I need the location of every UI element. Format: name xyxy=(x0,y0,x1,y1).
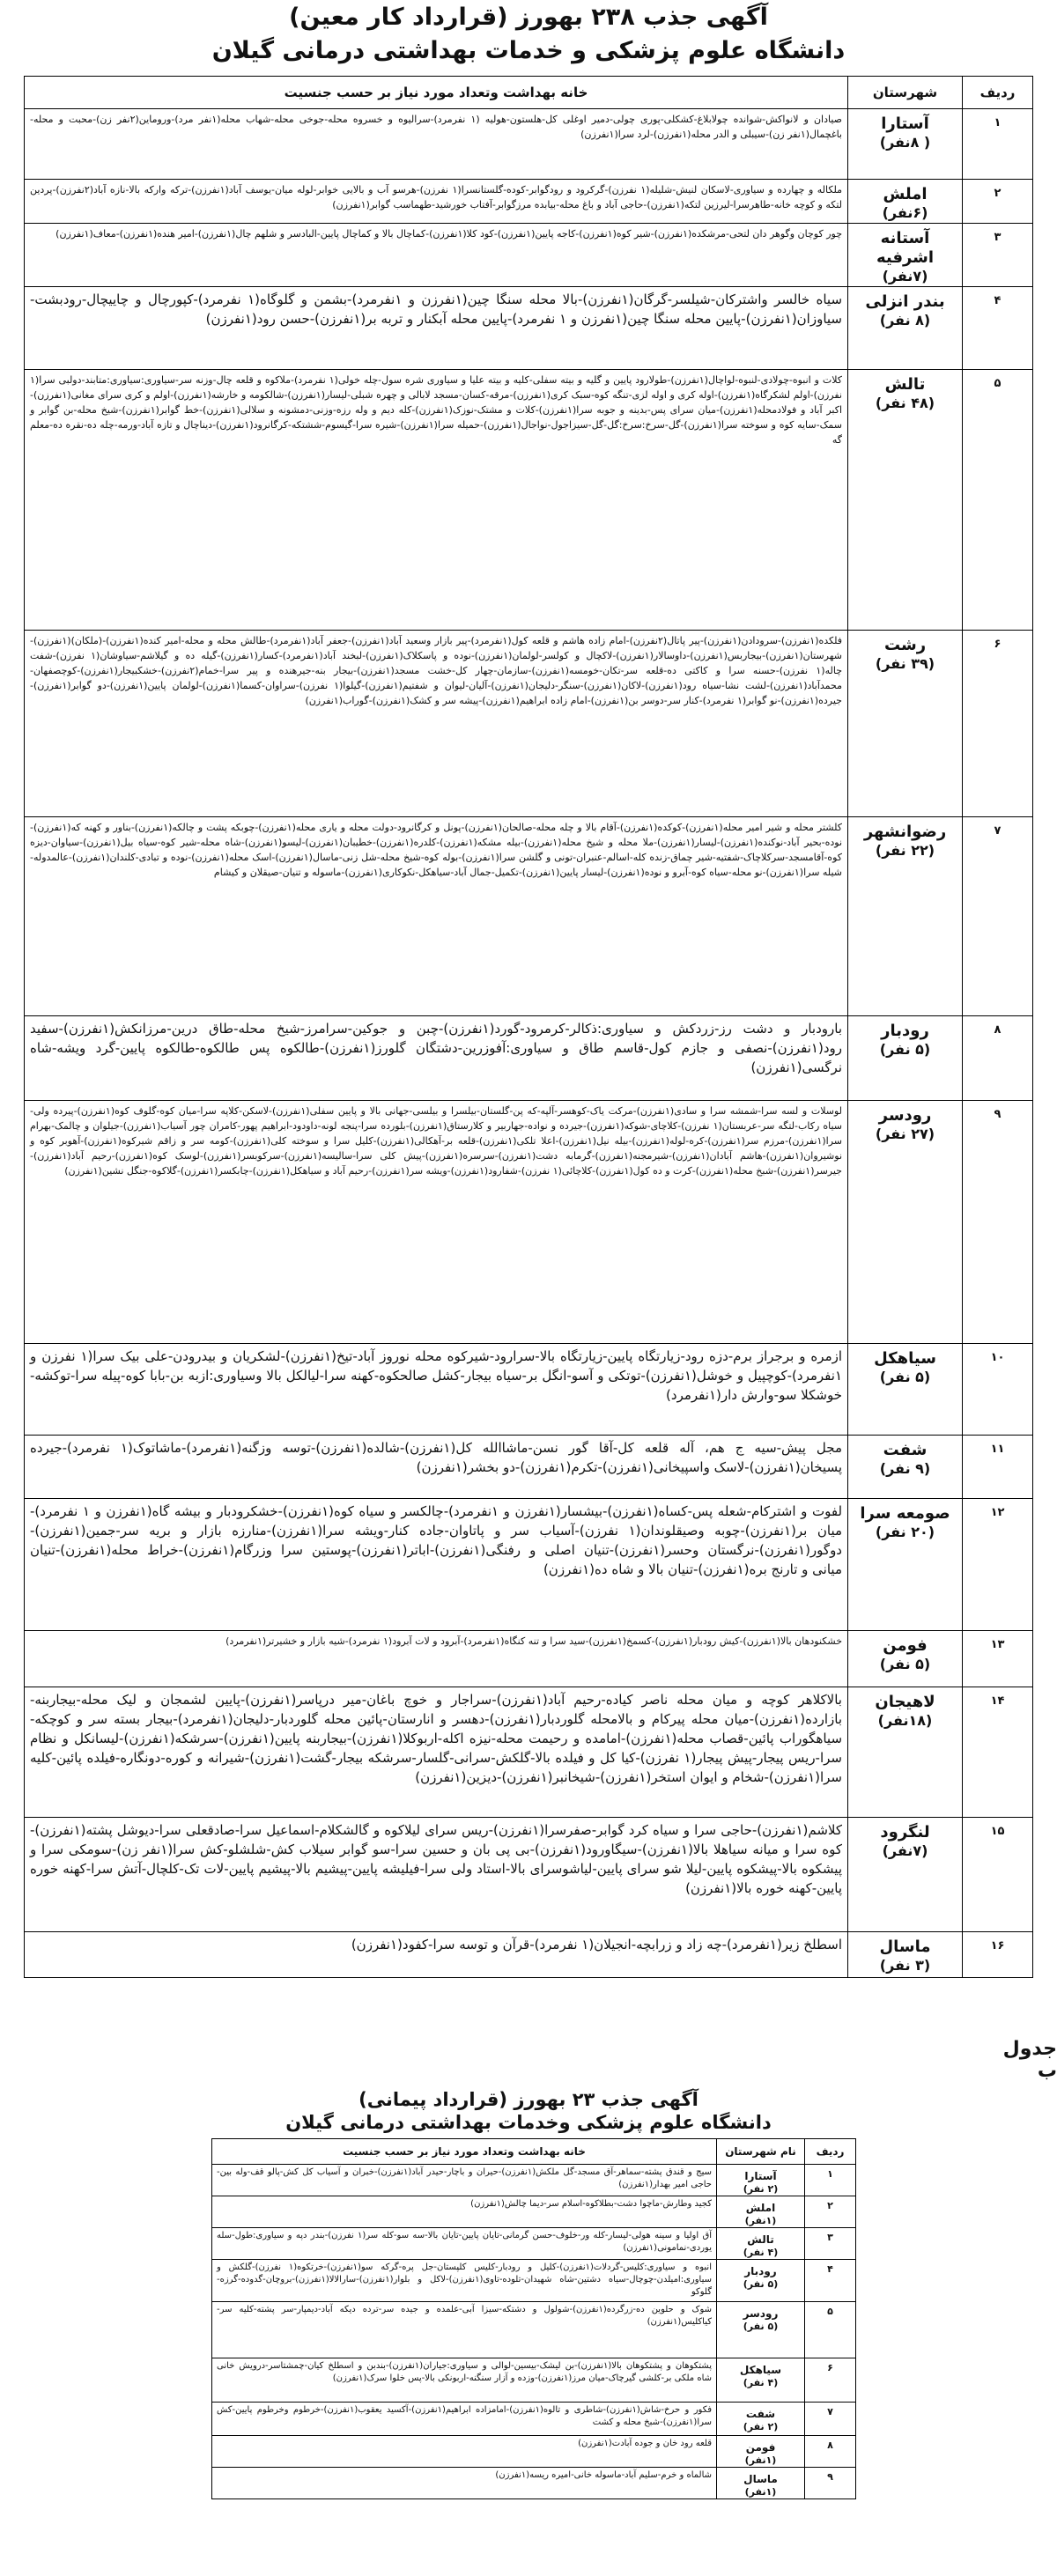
table-row xyxy=(212,2436,856,2468)
health-houses-cell: لوسلات و لسه سرا-شمشه سرا و سادی(۱نفرزن)-مرکت یاک-کوهسر-آلپه-که پن-گلستان-بیلسرا و بیلسی-جهانی بالا و پایین سفلی(۱نفرزن)-لاسکن-کلاپه سرا-میان کوه-گلوف کوه(۱نفرزن)-پیرده ولی-سیاه رکاب-لتگه سر-عربستان(۱ نفرزن)-کلاچای-شوکه(۱نفرزن)-جیرده و نواده-جهاربیر و کلارستاق(۱نفرزن)-بلورده سرا-پنجه لونه-داودود-ابراهیم پهور-کامران چور آسیاب(۱نفرزن)-جیلوان و چالمک-بهرام سرا(۱نفرزن)-مرزم سر(۱نفرزن)-کره-لوله(۱نفرزن)-بیله نیل(۱نفرزن)-اعلا تلکی(۱نفرزن)-قلعه بر-آهکالی(۱نفرزن)-کلیل سرا و سوخته کلی(۱نفرزن)-کومه سر و زاقم شیرکوه(۱نفرزن)-آهوبر کوه و نوشیروان(۱نفرزن)-هاشم آبادان(۱نفرزن)-شیرمجنه(۱نفرزن)-گرمابه دشت(۱نفرزن)-سرسره(۱نفرزن)-پیش کلی سرا-سالیسه(۱نفرزن)-سرکوبسر(۱نفرزن)-لوسک کوه(۱نفرزن)-رحیم آباد(۱نفرزن)-جیرسر(۱نفرزن)-شبخ محله(۱نفرزن)-کرت و ده کول(۱نفرزن)-کلاچائی(۱ نفرزن)-شفارود(۱نفرزن)-ویشه سر(۱نفرزن)-رحیم آباد و سیاهکل(۱نفرزن)-چابکسر(۱نفرزن)-گلاکوه-جنگل نشین(۱نفرزن) xyxy=(25,1101,848,1344)
table-row xyxy=(25,1101,1033,1344)
city-name: رشت xyxy=(883,636,927,654)
health-houses-cell: آق اولیا و سینه هولی-لیسار-کله ور-خلوف-حسن گرمانی-تایان پایین-تایان بالا-سه سو-کله سر(۱ نفرزن)-بندر دپه و سیاوری:طول-سله یوردی-نمامونی(۱نفرزن) xyxy=(212,2228,717,2260)
city-name: تالش xyxy=(747,2233,774,2246)
city-name: تالش xyxy=(884,375,926,394)
row-number: ۱۵ xyxy=(963,1818,1033,1932)
table-row xyxy=(25,224,1033,287)
health-houses-cell: بالاکلاهر کوچه و میان محله ناصر کیاده-رحیم آباد(۱نفرزن)-سراجار و خوچ باغان-میر درپاسر(۱نفرزن)-پایین لشمجان و لیک محله-بیجاربنه-بازارده(۱نفرزن)-میان محله پیرکام و بالامحله گلوردبار(۱نفرزن)-دهسر و انارستان-پائین محله گلوردبار-دلیجان(۱نفرمرد)-بیجار بسته سر و کوچکه-سیاهگوراب پائین-قصاب محله(۱نفرزن)-امامده و رحیمت محله-نیزه اکله-اربوکلا(۱نفرزن)-بیجاربنه پایین(۱نفرزن)-سرشکه(۱نفرزن)-لیسانکل و نظام سرا-ریس پیجار-پیش پیجار(۱ نفرزن)-کیا کل و فیلده بالا-گلکش-سرانی-گلسار-سرشکه بیجار-گشت(۱نفرزن)-شیرانه و کوره-دونگاره-فیلده پائین-کلیه سرا(۱نفرزن)-شخام و ایوان استخر(۱نفرزن)-شیخانبر(۱نفرزن)-دیزین(۱نفرزن) xyxy=(25,1687,848,1818)
header-houses: خانه بهداشت وتعداد مورد نیاز بر حسب جنسیت xyxy=(212,2139,717,2165)
health-houses-cell: ملکاله و چهارده و سیاوری-لاسکان لنیش-شلیله(۱ نفرزن)-گرکرود و رودگوابر-کوده-گلستانسرا(۱ نفرزن)-هرسو آب و بالایی خوابر-لوله میان-یوسف آباد(۱نفرزن)-ترکه وارکه بالا-نازه آباد(۲نفرزن)-پردین لتکه و کوچه خانه-طاهرسرا-لیرزین لتکه(۱نفرزن)-حاجی آباد و باغ محله-بیابده مرزگوابر-آفتاب خورشید-طهماسب گوابر(۱نفرزن) xyxy=(25,180,848,224)
health-houses-cell: اسطلخ زیر(۱نفرمرد)-چه زاد و زرابچه-انجیلان(۱ نفرمرد)-قرآن و توسه سرا-کفود(۱نفرزن) xyxy=(25,1932,848,1978)
city-name: آستانه اشرفیه xyxy=(876,229,935,267)
city-cell xyxy=(848,1932,963,1978)
city-count: (۲۰ نفر) xyxy=(875,1524,935,1540)
health-houses-cell: فلکده(۱نفرزن)-سرودادن(۱نفرزن)-پیر پاتال(۲نفرزن)-امام زاده هاشم و قلعه کول(۱نفرمرد)-پیر بازار وسعید آباد(۱نفرزن)-جعفر آباد(۱نفرمرد)-طالش محله و محله-امیر کنده(۱نفرزن)-(ملکان)(۱نفرزن)-شهرستان(۱نفرزن)-بیجاربس(۱نفرزن)-داوسالار(۱نفرزن)-لاکچال و کولسر-لولمان(۱نفرزن)-نوده و پاسکلاک(۱نفرزن)-لبخند آباد(۱نفرمرد)-کسار(۱نفرزن)-گیله ده و گیلاشم-سیاوشان(۱ نفرزن)-شفت چاله(۱ نفرزن)-حسنه سرا و کاکتی ده-قلعه سر-تکان-خومسه(۱نفرزن)-سازمان-چهار کل-خشت مسجد(۱نفرزن)-بیجار بنه-جیرهنده و پیر سرا-خمام(۲نفرزن)-خشکبیجار(۱نفرزن)-کوچصفهان-محمدآباد(۱نفرزن)-لشت نشا-سیاه رود(۱نفرزن)-لاکان(۱نفرزن)-سنگر-دلیجان(۱نفرزن)-آلیان-لیوان و شفتیم(۱نفرزن)-گیلوا(۱ نفرزن)-سراوان-کسما(۱نفرزن)-لولمان پایین(۱نفرزن)-دو گوابر(۱نفرزن)-جیرده(۱نفرزن)-نو گوابر(۱ نفرمرد)-کنار سر-دوسر بن(۱نفرزن)-امام زاده ابراهیم(۱نفرزن)-پیشه سر و کشک(۱نفرزن)-گوراب(۱نفرزن) xyxy=(25,631,848,817)
city-count: (۵ نفر) xyxy=(743,2278,779,2290)
city-name: لنگرود xyxy=(880,1823,930,1842)
city-count: (۷نفر) xyxy=(882,268,928,284)
city-count: (۲۲ نفر) xyxy=(875,842,935,859)
city-cell xyxy=(848,817,963,1016)
city-name: لاهیجان xyxy=(875,1693,935,1711)
row-number: ۵ xyxy=(963,370,1033,631)
ad1-table xyxy=(24,76,1033,1978)
city-name: املش xyxy=(745,2202,776,2214)
health-houses-cell: کلاشم(۱نفرزن)-حاجی سرا و سیاه کرد گوابر-صفرسرا(۱نفرزن)-ریس سرای لیلاکوه و گالشکلام-اسماعیل سرا-صادقعلی سرا-دیوشل پشته(۱نفرزن)-کوه سرا و میانه سیاهلا بالا(۱نفرزن)-سیگاورود(۱نفرزن)-بی پی بان و حسین سرا-سو گوابر سیلاب کش-شلشلو-کش سرا(۱نفر زن)-سومکی سرا و پیشکوه بالا-پیشکوه پایین-لیلا شو سرای پایین-لیاشوسرای بالا-استاد ولی سرا-فیلیشه پایین-پیشیم بالا-پیشیم پایین-لات تک-کلچال-آتش سرا-کهنه خوره پایین-کهنه خوره بالا(۱نفرزن) xyxy=(25,1818,848,1932)
table-row xyxy=(25,817,1033,1016)
health-houses-cell: کلات و انبوه-چولادی-لنبوه-لواچال(۱نفرزن)-طولارود پایین و گلیه و بیته سفلی-کلیه و بیته علیا و سیاوری شره سول-چله خولی(۱ نفرمرد)-ملاکوه و قلعه چال-وزنه سر-سیاوری:سیاوری:متابند-دولبی سرا(۱ نفرزن)-اولم لشکرگاه(۱نفرزن)-اوله کری و اوله لزی-تنگه کوه-سبک کری(۱نفرزن)-مرقه-کسان-مسجد لابالی و چهره شبلی-لیسار(۱نفرزن)-شالکومه و خارشه(۱نفرزن)-اولم و کری سرای مغانی(۱نفرزن)-اکبر آباد و فولادمحله(۱نفرزن)-میان سرای پس-بدینه و جوبه سرا(۱نفرزن)-کلات و مشتک-نوزک(۱نفرزن)-کله دیم و وله رزه-وزنی-دمشونه و سلالی(۱نفرزن)-خط گوابر(۱نفرزن)-شیخ محله-بن گوابر و سمک-سایه کوه و سوخته سرا(۱نفرزن)-گل-سرخ:سرخ:گل-گل-سیزاجول-نواجال(۱نفرزن)-حمیله سرا(۱نفرزن)-شیره سرا-گیسوم-ششتکه-کرگانرود(۱نفرزن)-دیناچال و تازه آباد-ورمه-چله ده-نقره ده-معلم گه xyxy=(25,370,848,631)
city-cell xyxy=(717,2403,805,2436)
header-row: ردیف xyxy=(963,77,1033,109)
table-row xyxy=(25,1631,1033,1687)
row-number: ۹ xyxy=(963,1101,1033,1344)
city-name: رودبار xyxy=(744,2265,777,2277)
row-number: ۱۰ xyxy=(963,1344,1033,1436)
city-count: ( ۸نفر) xyxy=(879,134,931,151)
health-houses-cell: پشتکوهان و پشتکوهان بالا(۱نفرزن)-بن لیشک-بیسین-لوالی و سیاوری:جیاران(۱نفرزن)-بندبن و اسطلخ کیان-چمشتاسر-درویش خانی شاه ملکی بر-کلشی گیرچاک-میان مرز(۱نفرزن)-وزده و آزار سنگنه-اربونکی بالا-پس خلوا سرک(۱نفرزن) xyxy=(212,2358,717,2403)
city-cell xyxy=(848,631,963,817)
health-houses-cell: خشکنودهان بالا(۱نفرزن)-کیش رودبار(۱نفرزن)-کسمخ(۱نفرزن)-سید سرا و تنه کنگاه(۱نفرمرد)-آبرود و لات آبرود(۱ نفرمرد)-شیه بازار و خشیرتر(۱نفرمرد) xyxy=(25,1631,848,1687)
health-houses-cell: بارودبار و دشت رز-زردکش و سیاوری:ذکالر-کرمرود-گورد(۱نفرزن)-چبن و جوکین-سرامرز-شیخ محله-طاق درین-مرزانکش(۱نفرزن)-سفید رود(۱نفرزن)-نصفی و جازم کول-قاسم طاق و سیاوری:آفوزرین-دشتگان گلورز(۱نفرزن)-طالکوه پس طالکوه-طالکوه پایین-گرد ویشه-شاه نرگسی(۱نفرزن) xyxy=(25,1016,848,1101)
row-number: ۷ xyxy=(805,2403,856,2436)
city-cell xyxy=(717,2302,805,2358)
row-number: ۱۳ xyxy=(963,1631,1033,1687)
city-cell xyxy=(848,180,963,224)
health-houses-cell: فکور و حرخ-شاش(۱نفرزن)-شاطری و تالوه(۱نفرزن)-امامزاده ابراهیم(۱نفرزن)-آکسید یعقوب(۱نفرزن)-خرطوم وخرطوم پایین-کش سرا(۱نفرزن)-شبخ محله و کشت xyxy=(212,2403,717,2436)
ad2-subtitle: دانشگاه علوم پزشکی وخدمات بهداشتی درمانی گیلان xyxy=(285,2112,772,2133)
ad1-title: آگهی جذب ۲۳۸ بهورز (قرارداد کار معین) xyxy=(289,4,768,31)
table-b-label: جدول ب xyxy=(1002,2038,1057,2082)
row-number: ۱۱ xyxy=(963,1436,1033,1499)
city-name: فومن xyxy=(883,1636,928,1655)
health-houses-cell: شوک و حلوین ده-زرگرده(۱نفرزن)-شولول و دشتکه-سیزا آبی-علمده و جیده سر-ترده دیکه آباد-دیمپار-سر پشته-کلیه سر-کیاکلیس(۱نفرزن) xyxy=(212,2302,717,2358)
table-row xyxy=(25,1344,1033,1436)
header-houses: خانه بهداشت وتعداد مورد نیاز بر حسب جنسیت xyxy=(25,77,848,109)
city-count: (۷نفر) xyxy=(882,1842,928,1859)
city-name: شفت xyxy=(883,1441,928,1459)
city-cell xyxy=(848,1436,963,1499)
city-count: (۲ نفر) xyxy=(743,2421,779,2432)
city-cell xyxy=(848,1631,963,1687)
city-name: بندر انزلی xyxy=(865,292,945,311)
health-houses-cell: لفوت و اشترکام-شعله پس-کساه(۱نفرزن)-بیشسار(۱نفرزن و ۱نفرمرد)-چالکسر و سیاه کوه(۱نفرزن)-خشکرودبار و بیشه گاه(۱نفرزن و ۱ نفرمرد)-میان بر(۱نفرزن)-چوبه وصیقلوندان(۱ نفرزن)-آسیاب سر و پاتاوان-جاده کنار-ویشه سرا(۱نفرزن)-منارزه بازار و بریه سر-جمین(۱نفرزن)-دوگور(۱نفرزن)-نرگستان وحسر(۱نفرزن)-تنیان اصلی و رفنگی(۱نفرزن)-اباتر(۱نفرزن)-پوستین سرا وزرگام(۱نفرزن)-خراط محله(۱نفرزن)-تنیان میانی و تارنج بره(۱نفرزن)-تنیان بالا و شاه ده(۱نفرزن) xyxy=(25,1499,848,1631)
city-cell xyxy=(717,2468,805,2499)
city-count: (۳۹ نفر) xyxy=(875,655,935,672)
city-cell xyxy=(717,2436,805,2468)
city-cell xyxy=(848,1101,963,1344)
city-name: رودسر xyxy=(743,2307,779,2320)
table-row xyxy=(25,109,1033,180)
city-cell xyxy=(717,2196,805,2228)
city-count: (۴ نفر) xyxy=(743,2247,779,2258)
table-row xyxy=(25,1499,1033,1631)
city-cell xyxy=(848,370,963,631)
row-number: ۴ xyxy=(805,2260,856,2302)
city-cell xyxy=(717,2228,805,2260)
city-count: (۹ نفر) xyxy=(879,1460,931,1477)
city-count: (۵ نفر) xyxy=(879,1369,931,1385)
row-number: ۱ xyxy=(805,2165,856,2196)
table-row xyxy=(25,1818,1033,1932)
city-cell xyxy=(848,224,963,287)
city-name: رودسر xyxy=(878,1106,932,1125)
ad1-subtitle: دانشگاه علوم پزشکی و خدمات بهداشتی درمانی گیلان xyxy=(211,37,846,64)
city-name: ماسال xyxy=(743,2473,778,2485)
health-houses-cell: قلعه رود خان و جوده آبادت(۱نفرزن) xyxy=(212,2436,717,2468)
city-cell xyxy=(717,2260,805,2302)
row-number: ۱۲ xyxy=(963,1499,1033,1631)
city-count: (۱نفر) xyxy=(744,2454,777,2466)
city-cell xyxy=(848,1016,963,1101)
header-city: شهرستان xyxy=(848,77,963,109)
city-count: (۲ نفر) xyxy=(743,2183,779,2195)
city-count: (۵ نفر) xyxy=(879,1656,931,1672)
city-name: رودبار xyxy=(881,1022,929,1040)
city-name: آستارا xyxy=(744,2170,777,2182)
table-row xyxy=(212,2358,856,2403)
table-row xyxy=(212,2228,856,2260)
health-houses-cell: صیادان و لانواکش-شوانده چولابلاغ-کشکلی-پوری چولی-دمیر اوغلی کل-هلستون-هولیه (۱ نفرمرد)-سرالیوه و خسروه محله-جوخی محله-شهاب محله(۱نفر مرد)-وروماین(۲نفر زن)-محبت و محله-باغچمال(۱نفر زن)-سیبلی و الدر محله(۱نفرزن)-لرد سرا(۱نفرزن) xyxy=(25,109,848,180)
row-number: ۱۴ xyxy=(963,1687,1033,1818)
ad2-table xyxy=(211,2138,856,2499)
city-cell xyxy=(848,287,963,370)
row-number: ۸ xyxy=(963,1016,1033,1101)
row-number: ۱۶ xyxy=(963,1932,1033,1978)
table-row xyxy=(25,1687,1033,1818)
city-name: شفت xyxy=(745,2408,776,2420)
health-houses-cell: سیاه خالسر واشترکان-شیلسر-گرگان(۱نفرزن)-بالا محله سنگا چین(۱نفرزن و ۱نفرمرد)-بشمن و گلوگاه(۱ نفرمرد)-کپورچال و چاییچال-رودبشت-سیاوزان(۱نفرزن)-پایین محله سنگا چین(۱نفرزن و ۱ نفرمرد)-پایین محله آبکنار و تربه بر(۱نفرزن)-حسن رود(۱نفرزن) xyxy=(25,287,848,370)
row-number: ۹ xyxy=(805,2468,856,2499)
row-number: ۶ xyxy=(963,631,1033,817)
city-count: (۱نفر) xyxy=(744,2486,777,2498)
city-count: (۵ نفر) xyxy=(879,1041,931,1058)
city-count: (۸ نفر) xyxy=(879,312,931,328)
row-number: ۲ xyxy=(805,2196,856,2228)
header-city: نام شهرستان xyxy=(717,2139,805,2165)
health-houses-cell: کجید وطارش-ماچوا دشت-بطلاکوه-اسلام سر-دیما چالش(۱نفرزن) xyxy=(212,2196,717,2228)
city-count: (۲۷ نفر) xyxy=(875,1126,935,1142)
city-name: ماسال xyxy=(879,1938,931,1956)
city-count: (۱نفر) xyxy=(744,2215,777,2226)
city-cell xyxy=(848,1818,963,1932)
health-houses-cell: کلشتر محله و شیر امیر محله(۱نفرزن)-کوکده(۱نفرزن)-آقام بالا و چله محله-صالحان(۱نفرزن)-پونل و کرگانرود-دولت محله و یاری محله(۱نفرزن)-چوبکه پشت و چالکه(۱نفرزن)-بناور و کهنه که(۱نفرزن)-نوده-بحیر آباد-نوکنده(۱نفرزن)-لیسار(۱نفرزن)-ملا محله و شیخ محله(۱نفرزن)-بیله مشکه(۱نفرزن)-کلدره(۱نفرزن)-خطیبان(۱نفرزن)-لیسو(۱نفرزن)-شاه محله-شیر کوه-سیاه بیل(۱نفرزن)-سیاوان-دیزه کوه-آقامسجد-سرکلاچاک-شفتیه-شیر چماق-زنده کله-اسالم-عنبران-تونی و گلشن سرا(۱نفرزن)-بوله کوه-شیخ محله-شل زنی-ماسال(۱نفرزن)-اسک محله(۱نفرزن)-نوده و تبادی-کلندان(۱نفرزن)-عالمدوله-شیله سرا(۱نفرزن)-نو محله-سیاه کوه-آبرو و نوده(۱نفرزن)-لیسار پایین(۱نفرزن)-تکمیل-جمال آباد-سیاهکل-نکوکاری(۱نفرزن)-ماسوله و تنیان-صیقلان و کیشام xyxy=(25,817,848,1016)
table-row xyxy=(212,2260,856,2302)
city-name: آستارا xyxy=(881,114,929,133)
city-name: املش xyxy=(883,185,928,203)
table-row xyxy=(25,370,1033,631)
table-row xyxy=(212,2165,856,2196)
table-row xyxy=(25,1436,1033,1499)
city-cell xyxy=(848,1344,963,1436)
health-houses-cell: شالماه و خرم-سلیم آباد-ماسوله خانی-امیره ریسه(۱نفرزن) xyxy=(212,2468,717,2499)
health-houses-cell: سیج و قندق پشته-سماهر-آق مسجد-گل ملکش(۱نفرزن)-حیران و باچار-حیدر آباد(۱نفرزن)-خبران و آسیاب کل کش-پالو قف-وله بین-حاجی امیر بهدار(۱نفرزن) xyxy=(212,2165,717,2196)
city-name: سیاهکل xyxy=(874,1349,936,1368)
city-count: (۴ نفر) xyxy=(743,2377,779,2388)
city-count: (۶نفر) xyxy=(882,204,928,221)
health-houses-cell: ازمره و برجراز برم-دزه رود-زیارتگاه پایین-زیارتگاه بالا-سرارود-شیرکوه محله نوروز آباد-تیخ(۱نفرزن)-لشکریان و بیدرودن-علی بیک سرا(۱ نفرزن و ۱نفرمرد)-کوچپیل و خوشل(۱نفرزن)-توتکی و آسو-انگل بر-سیاه بیجار-کشل صالحکوه-کهنه سرا-لیالکل بالا وسیاوری:ازبه بن-بابا کوه-پیله سرا-توکشه-خوشکلا سو-وارش دار(۱نفرمرد) xyxy=(25,1344,848,1436)
city-cell xyxy=(848,1687,963,1818)
city-count: (۳ نفر) xyxy=(879,1957,931,1974)
city-name: فومن xyxy=(745,2441,776,2454)
row-number: ۵ xyxy=(805,2302,856,2358)
table-row xyxy=(212,2196,856,2228)
row-number: ۴ xyxy=(963,287,1033,370)
city-name: رضوانشهر xyxy=(863,823,947,841)
row-number: ۳ xyxy=(963,224,1033,287)
city-name: صومعه سرا xyxy=(860,1504,950,1523)
row-number: ۳ xyxy=(805,2228,856,2260)
table-row xyxy=(25,1932,1033,1978)
header-row: ردیف xyxy=(805,2139,856,2165)
city-name: سیاهکل xyxy=(739,2364,782,2376)
health-houses-cell: چور کوچان وگوهر دان لتحی-مرشکده(۱نفرزن)-شیر کوه(۱نفرزن)-کاجه پایین(۱نفرزن)-کود کلا(۱نفرزن)-کماچال بالا و کماچال پایین-البادسر و شلهم چال(۱نفرزن)-امیر هنده(۱نفرزن)-معاف(۱نفرزن) xyxy=(25,224,848,287)
table-row xyxy=(25,1016,1033,1101)
city-cell xyxy=(717,2358,805,2403)
city-cell xyxy=(848,1499,963,1631)
city-count: (۵ نفر) xyxy=(743,2321,779,2332)
row-number: ۷ xyxy=(963,817,1033,1016)
ad2-title: آگهی جذب ۲۳ بهورز (قرارداد پیمانی) xyxy=(358,2089,699,2110)
health-houses-cell: مجل پیش-سیه ج هم، آله قلعه کل-آقا گور نسن-ماشاالله کل(۱نفرزن)-شالده(۱نفرزن)-توسه وزگنه(۱نفرمرد)-ماشاتوک(۱ نفرمرد)-جیرده پسیخان(۱نفرزن)-لاسک واسپیخانی(۱نفرزن)-تکرم(۱نفرزن)-دو بخشر(۱نفرزن) xyxy=(25,1436,848,1499)
table-row xyxy=(212,2468,856,2499)
table-row xyxy=(212,2403,856,2436)
city-count: (۴۸ نفر) xyxy=(875,395,935,411)
table-row xyxy=(212,2302,856,2358)
city-cell xyxy=(717,2165,805,2196)
row-number: ۸ xyxy=(805,2436,856,2468)
row-number: ۲ xyxy=(963,180,1033,224)
city-cell xyxy=(848,109,963,180)
health-houses-cell: انبوه و سیاوری:کلیس-گردلات(۱نفرزن)-کلیل و رودبار-کلیس کلپستان-جل پره-گرکه سو(۱نفرزن)-خرتکوه(۱ نفرزن)-گلکش و سیاوری:امیلدن-چوچال-سیاه دشتین-شاه شهیدان-تلوده-تاوی(۱نفرزن)-لاکل و بلوار(۱نفرزن)-سارالالا(۱نفرزن)-بروچان-گدوده-گرزه-گلوکو xyxy=(212,2260,717,2302)
table-row xyxy=(25,180,1033,224)
table-row xyxy=(25,631,1033,817)
table-row xyxy=(25,287,1033,370)
city-count: (۱۸نفر) xyxy=(877,1712,933,1729)
row-number: ۶ xyxy=(805,2358,856,2403)
row-number: ۱ xyxy=(963,109,1033,180)
